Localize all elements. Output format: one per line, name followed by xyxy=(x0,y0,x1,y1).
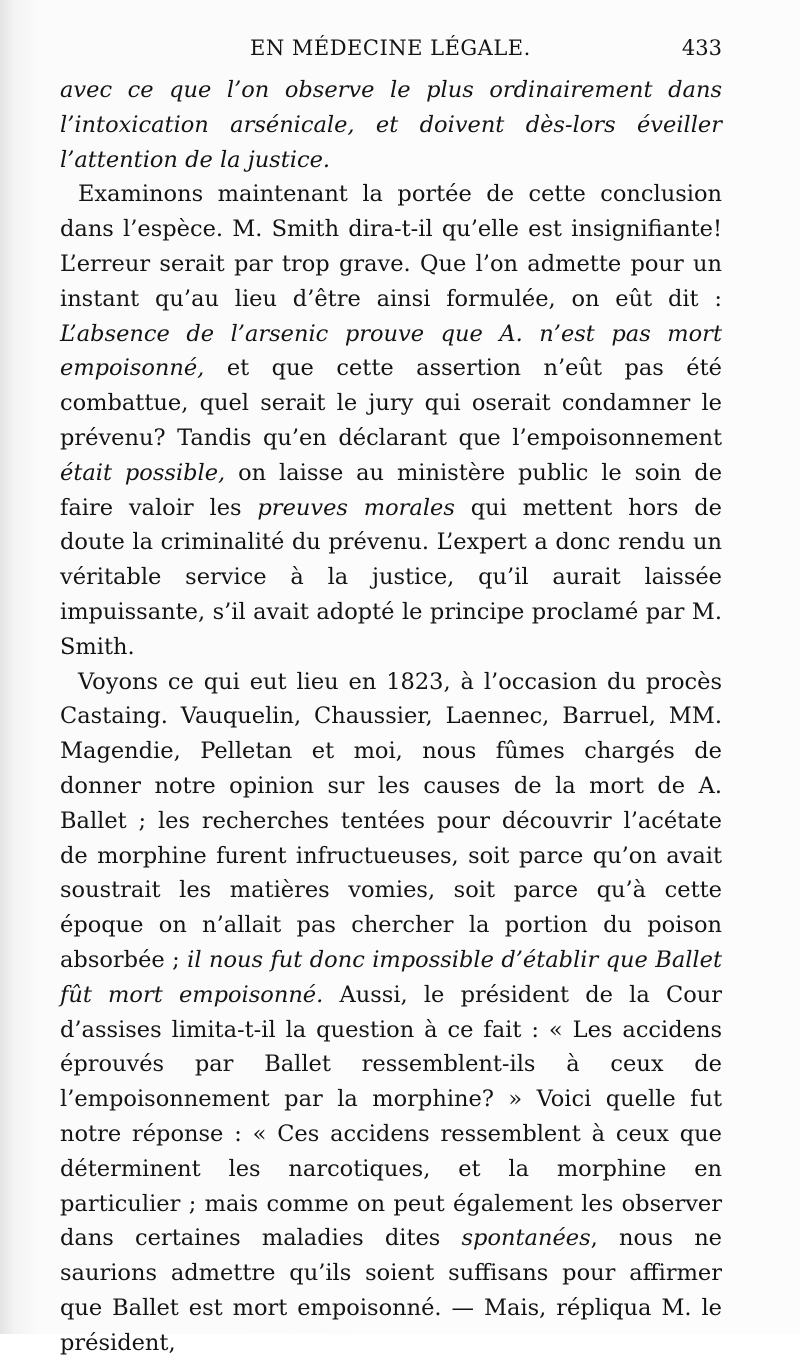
text-run: on laisse au ministère public le soin de faire valoir les xyxy=(60,459,723,521)
italic-passage: il nous fut donc impossible d’établir que Ballet fût mort empoisonné. xyxy=(60,946,722,1008)
paragraph-2 xyxy=(60,177,722,664)
text-run: Examinons maintenant la portée de cette conclusion dans l’espèce. M. Smith dira-t-il qu’elle est insignifiante! L’erreur serait par trop grave. Que l’on admette pour un instant qu’au lieu d’être ainsi formulée, on eût dit : xyxy=(60,181,722,312)
text-run: Voyons ce qui eut lieu en 1823, à l’occasion du procès Castaing. Vauquelin, Chaussier, Laennec, Barruel, MM. Magendie, Pelletan et moi, nous fûmes chargés de donner notre opinion sur les causes de la mort de A. Ballet ; les recherches tentées pour découvrir l’acétate de morphine furent infructueuses, soit parce qu’on avait soustrait les matières vomies, soit parce qu’à cette époque on n’allait pas chercher la portion du poison absorbée ; xyxy=(60,668,722,973)
body-text xyxy=(60,73,722,1360)
paragraph-1 xyxy=(60,73,722,177)
italic-passage: preuves morales xyxy=(257,494,455,521)
italic-passage: L’absence de l’arsenic prouve que A. n’est pas mort empoisonné, xyxy=(60,320,722,382)
text-run: , nous ne saurions admettre qu’ils soient suffisans pour affirmer que Ballet est mort empoisonné. — Mais, répliqua M. le président, xyxy=(60,1225,722,1356)
paragraph-3 xyxy=(60,665,722,1360)
text-run: Aussi, le président de la Cour d’assises limita-t-il la question à ce fait : « Les accidens éprouvés par Ballet ressemblent-ils à ceux de l’empoisonnement par la morphine? » Voici quelle fut notre réponse : « Ces accidens ressemblent à ceux que déterminent les narcotiques, et la morphine en particulier ; mais comme on peut également les observer dans certaines maladies dites xyxy=(60,981,722,1252)
page-header xyxy=(60,36,722,70)
italic-passage: spontanées xyxy=(461,1225,591,1252)
text-run: qui mettent hors de doute la criminalité du prévenu. L’expert a donc rendu un véritable service à la justice, qu’il aurait laissée impuissante, s’il avait adopté le principe proclamé par M. Smith. xyxy=(60,494,722,660)
page-number: 433 xyxy=(681,36,722,60)
italic-passage: avec ce que l’on observe le plus ordinairement dans l’intoxication arsénicale, et doivent dès-lors éveiller l’attention de la justice. xyxy=(60,77,722,173)
running-head: EN MÉDECINE LÉGALE. xyxy=(250,36,531,60)
italic-passage: était possible, xyxy=(60,459,226,486)
text-run: et que cette assertion n’eût pas été combattue, quel serait le jury qui oserait condamner le prévenu? Tandis qu’en déclarant que l’empoisonnement xyxy=(60,355,722,451)
